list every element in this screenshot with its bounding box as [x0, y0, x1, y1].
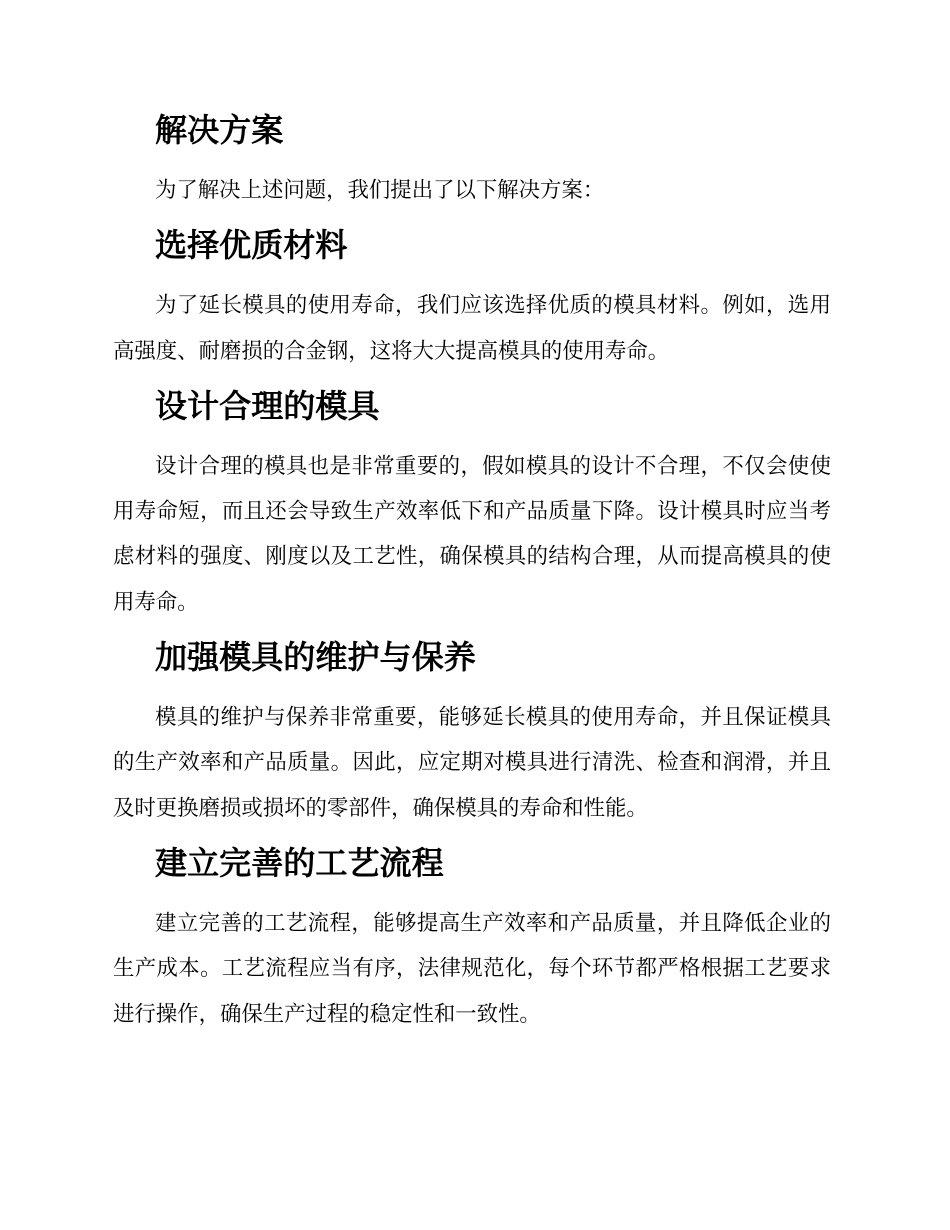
section-heading-maintenance: 加强模具的维护与保养	[155, 638, 476, 677]
section-paragraph-design: 设计合理的模具也是非常重要的，假如模具的设计不合理，不仅会使使用寿命短，而且还会导致生产效率低下和产品质量下降。设计模具时应当考虑材料的强度、刚度以及工艺性，确保模具的结构合理，从而提高模具的使用寿命。	[113, 453, 831, 615]
section-paragraph-materials: 为了延长模具的使用寿命，我们应该选择优质的模具材料。例如，选用高强度、耐磨损的合金钢，这将大大提高模具的使用寿命。	[113, 293, 831, 364]
intro-paragraph: 为了解决上述问题，我们提出了以下解决方案：	[155, 178, 605, 203]
section-heading-process: 建立完善的工艺流程	[155, 843, 444, 882]
document-page	[113, 110, 831, 1037]
section-paragraph-process: 建立完善的工艺流程，能够提高生产效率和产品质量，并且降低企业的生产成本。工艺流程应当有序，法律规范化，每个环节都严格根据工艺要求进行操作，确保生产过程的稳定性和一致性。	[113, 910, 831, 1027]
section-paragraph-maintenance: 模具的维护与保养非常重要，能够延长模具的使用寿命，并且保证模具的生产效率和产品质量。因此，应定期对模具进行清洗、检查和润滑，并且及时更换磨损或损坏的零部件，确保模具的寿命和性能。	[113, 705, 831, 821]
section-heading-design: 设计合理的模具	[155, 386, 380, 425]
section-heading-materials: 选择优质材料	[155, 226, 348, 265]
intro-heading: 解决方案	[155, 111, 284, 149]
